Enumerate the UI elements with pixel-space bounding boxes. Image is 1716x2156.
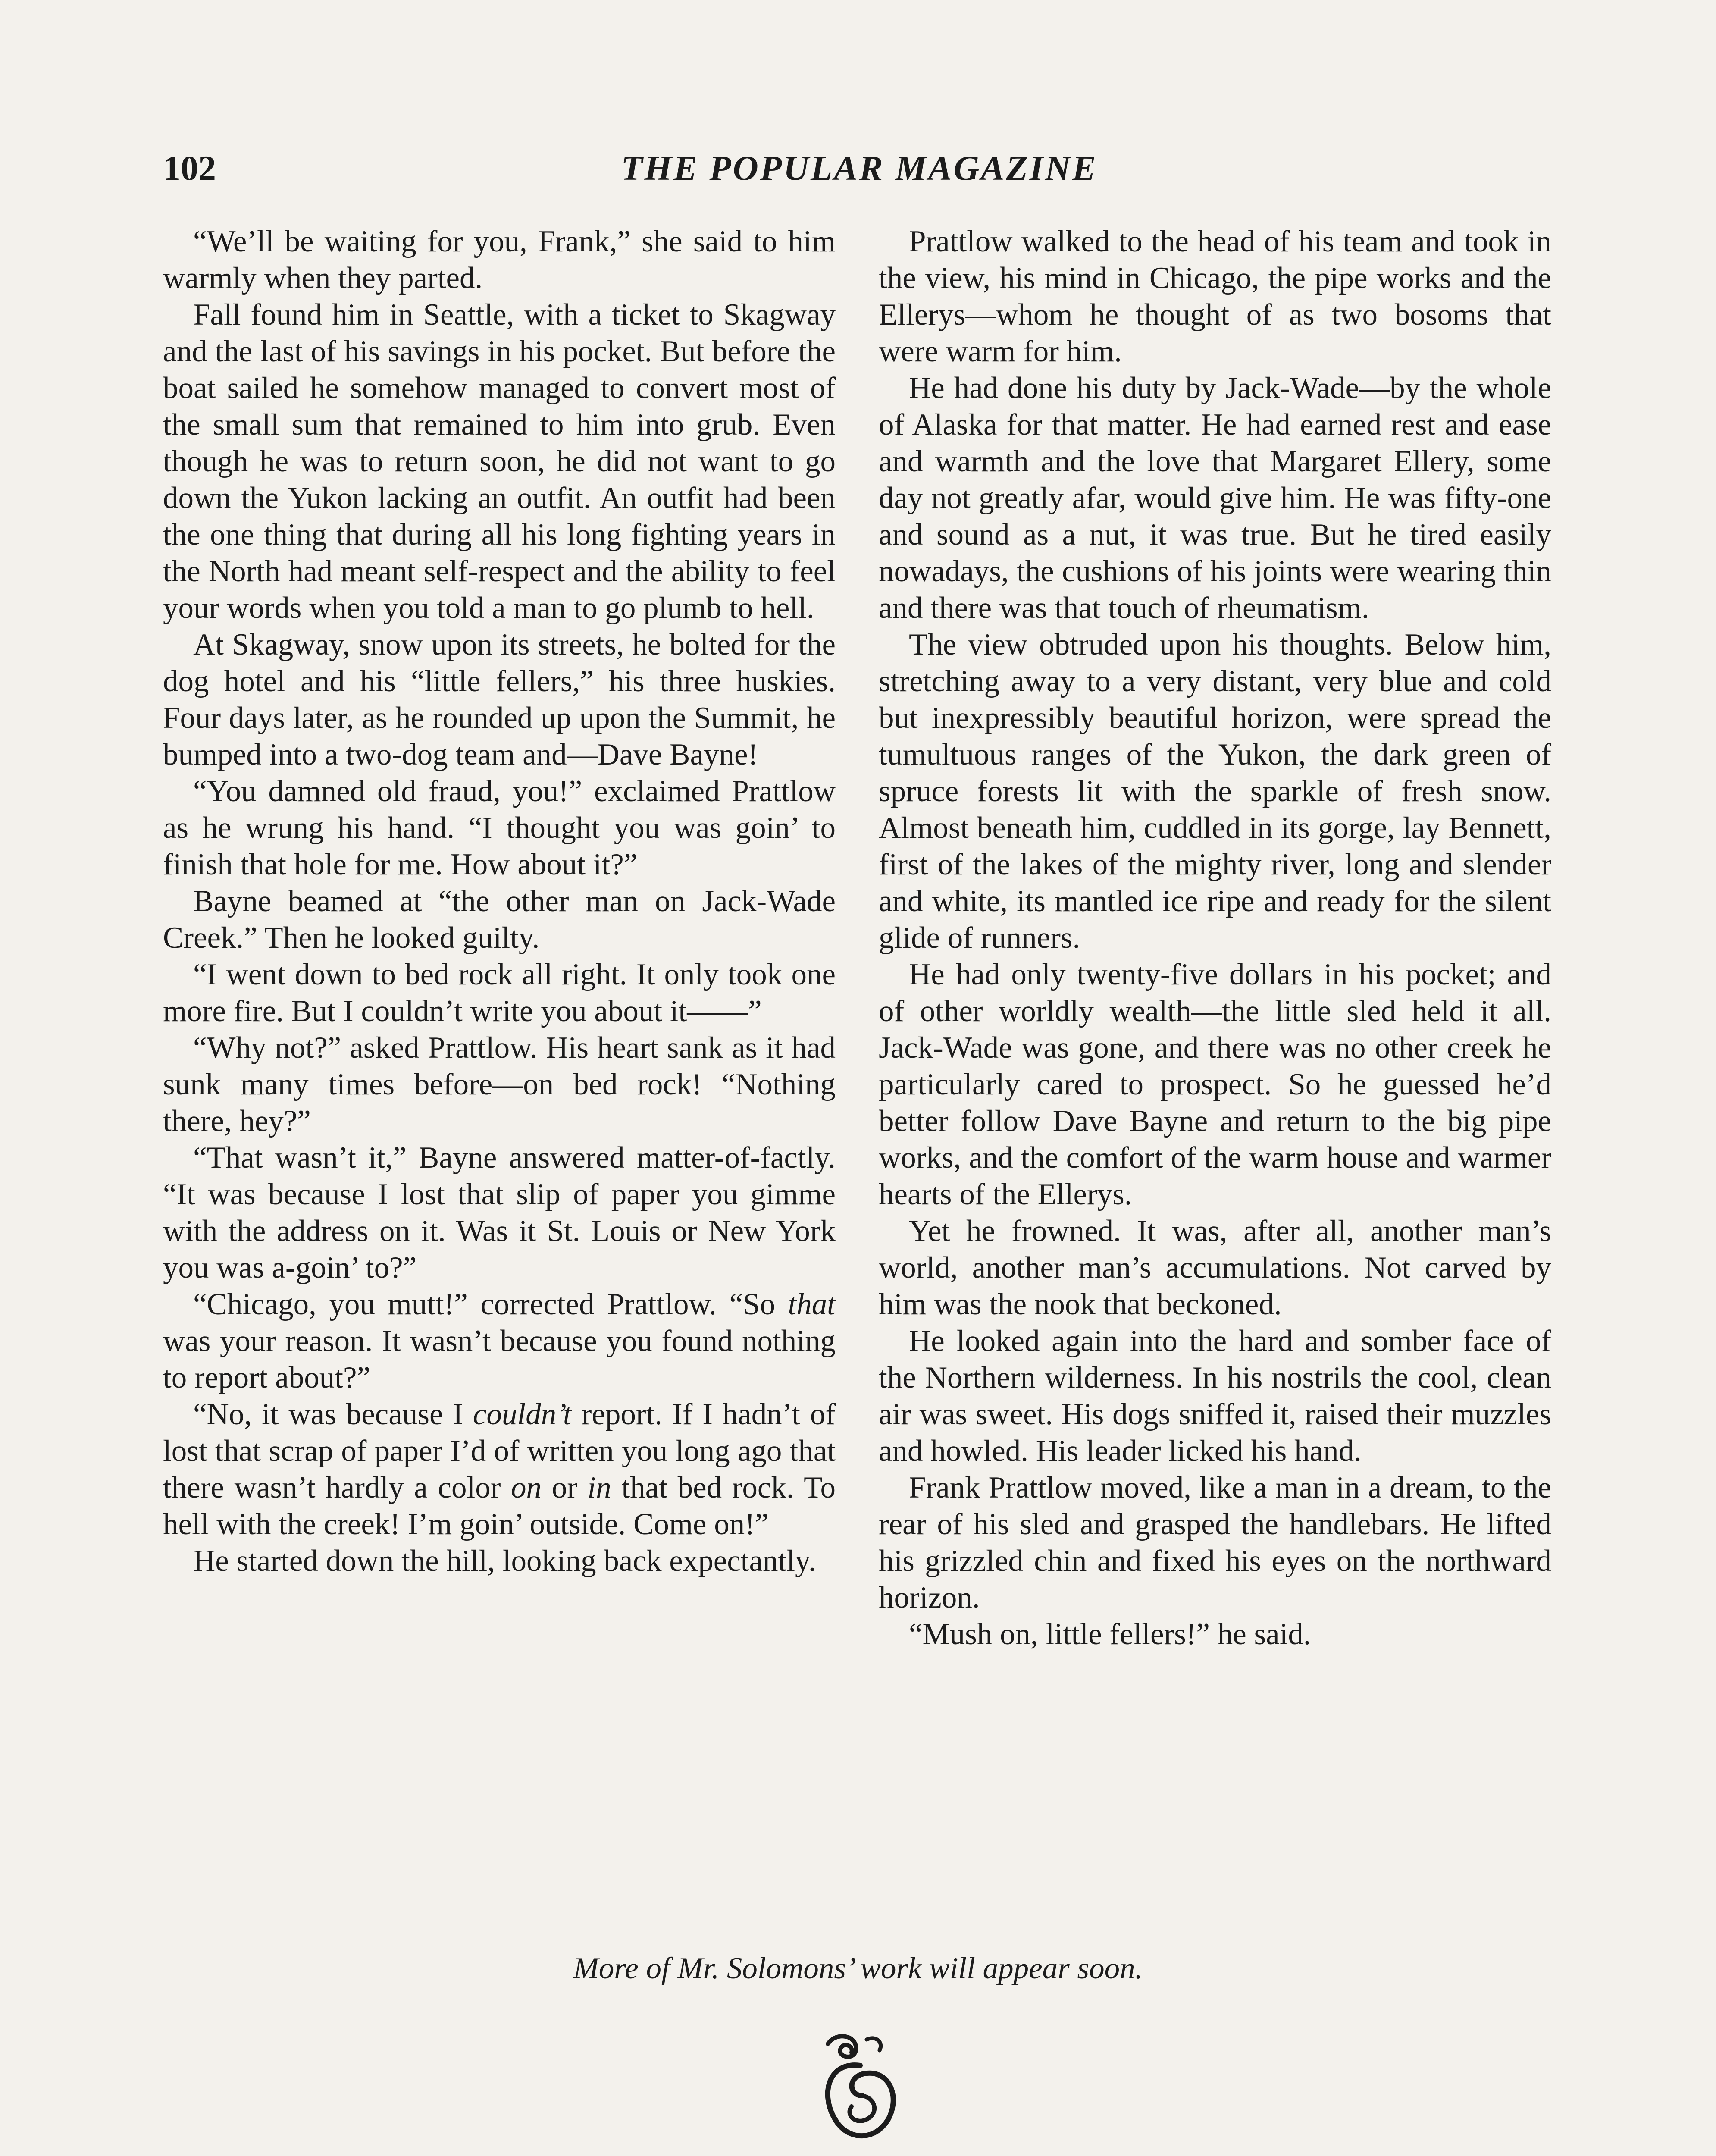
page-number: 102: [163, 148, 216, 188]
paragraph: He had done his duty by Jack-Wade—by the whole of Alaska for that matter. He had earned rest and ease and warmth and the love that Margaret Ellery, some day not greatly afar, would give him. He was fifty-one and sound as a nut, it was true. But he tired easily nowadays, the cushions of his joints were wearing thin and there was that touch of rheumatism.: [879, 371, 1551, 625]
paragraph: He started down the hill, looking back expectantly.: [193, 1544, 816, 1578]
text-run: “No, it was because I: [193, 1398, 473, 1431]
text-run: “Chicago, you mutt!” corrected Prattlow. “So: [193, 1288, 788, 1321]
italic-text: on: [511, 1471, 542, 1504]
paragraph: Frank Prattlow moved, like a man in a dream, to the rear of his sled and grasped the handlebars. He lifted his grizzled chin and fixed his eyes on the northward horizon.: [879, 1471, 1551, 1614]
paragraph: Prattlow walked to the head of his team and took in the view, his mind in Chicago, the pipe works and the Ellerys—whom he thought of as two bosoms that were warm for him.: [879, 225, 1551, 368]
paragraph: “You damned old fraud, you!” exclaimed Prattlow as he wrung his hand. “I thought you was goin’ to finish that hole for me. How about it?”: [163, 774, 836, 881]
page-header: [163, 142, 1556, 194]
ornament-icon: [811, 2027, 910, 2147]
italic-text: that: [788, 1288, 836, 1321]
italic-text: in: [587, 1471, 611, 1504]
paragraph: “That wasn’t it,” Bayne answered matter-of-factly. “It was because I lost that slip of paper you gimme with the address on it. Was it St. Louis or New York you was a-goin’ to?”: [163, 1141, 836, 1285]
text-run: that bed rock. To hell with the creek! I’m goin’ outside. Come on!”: [163, 1471, 836, 1541]
paragraph: Yet he frowned. It was, after all, another man’s world, another man’s accumulations. Not carved by him was the nook that beckoned.: [879, 1214, 1551, 1321]
paragraph: “Mush on, little fellers!” he said.: [909, 1617, 1311, 1651]
paragraph: “Why not?” asked Prattlow. His heart sank as it had sunk many times before—on bed rock! “Nothing there, hey?”: [163, 1031, 836, 1138]
paragraph: The view obtruded upon his thoughts. Below him, stretching away to a very distant, very blue and cold but inexpressibly beautiful horizon, were spread the tumultuous ranges of the Yukon, the dark green of spruce forests lit with the sparkle of fresh snow. Almost beneath him, cuddled in its gorge, lay Bennett, first of the lakes of the mighty river, long and slender and white, its mantled ice ripe and ready for the silent glide of runners.: [879, 628, 1551, 955]
paragraph: Fall found him in Seattle, with a ticket to Skagway and the last of his savings in his pocket. But before the boat sailed he somehow managed to convert most of the small sum that remained to him into grub. Even though he was to return soon, he did not want to go down the Yukon lacking an outfit. An outfit had been the one thing that during all his long fighting years in the North had meant self-respect and the ability to feel your words when you told a man to go plumb to hell.: [163, 298, 836, 625]
paragraph: Bayne beamed at “the other man on Jack-Wade Creek.” Then he looked guilty.: [163, 884, 836, 955]
editor-note: More of Mr. Solomons’ work will appear soon.: [573, 1952, 1143, 1985]
paragraph: “We’ll be waiting for you, Frank,” she said to him warmly when they parted.: [163, 225, 836, 295]
paragraph: “I went down to bed rock all right. It only took one more fire. But I couldn’t write you about it——”: [163, 958, 836, 1028]
right-column: [879, 223, 1551, 1653]
text-run: was your reason. It wasn’t because you found nothing to report about?”: [163, 1324, 836, 1395]
paragraph: At Skagway, snow upon its streets, he bolted for the dog hotel and his “little fellers,” his three huskies. Four days later, as he rounded up upon the Summit, he bumped into a two-dog team and—Dave Bayne!: [163, 628, 836, 771]
paragraph: [163, 1286, 836, 1396]
text-run: report. If I hadn’t of lost that scrap of paper I’d of written you long ago that there wasn’t hardly a color: [163, 1398, 836, 1504]
italic-text: couldn’t: [473, 1398, 572, 1431]
text-run: or: [542, 1471, 588, 1504]
running-title: THE POPULAR MAGAZINE: [621, 148, 1098, 188]
left-column: [163, 223, 836, 1579]
paragraph: He had only twenty-five dollars in his pocket; and of other worldly wealth—the little sled held it all. Jack-Wade was gone, and there was no other creek he particularly cared to prospect. So he guessed he’d better follow Dave Bayne and return to the big pipe works, and the comfort of the warm house and warmer hearts of the Ellerys.: [879, 958, 1551, 1211]
paragraph: [163, 1396, 836, 1543]
paragraph: He looked again into the hard and somber face of the Northern wilderness. In his nostrils the cool, clean air was sweet. His dogs sniffed it, raised their muzzles and howled. His leader licked his hand.: [879, 1324, 1551, 1468]
